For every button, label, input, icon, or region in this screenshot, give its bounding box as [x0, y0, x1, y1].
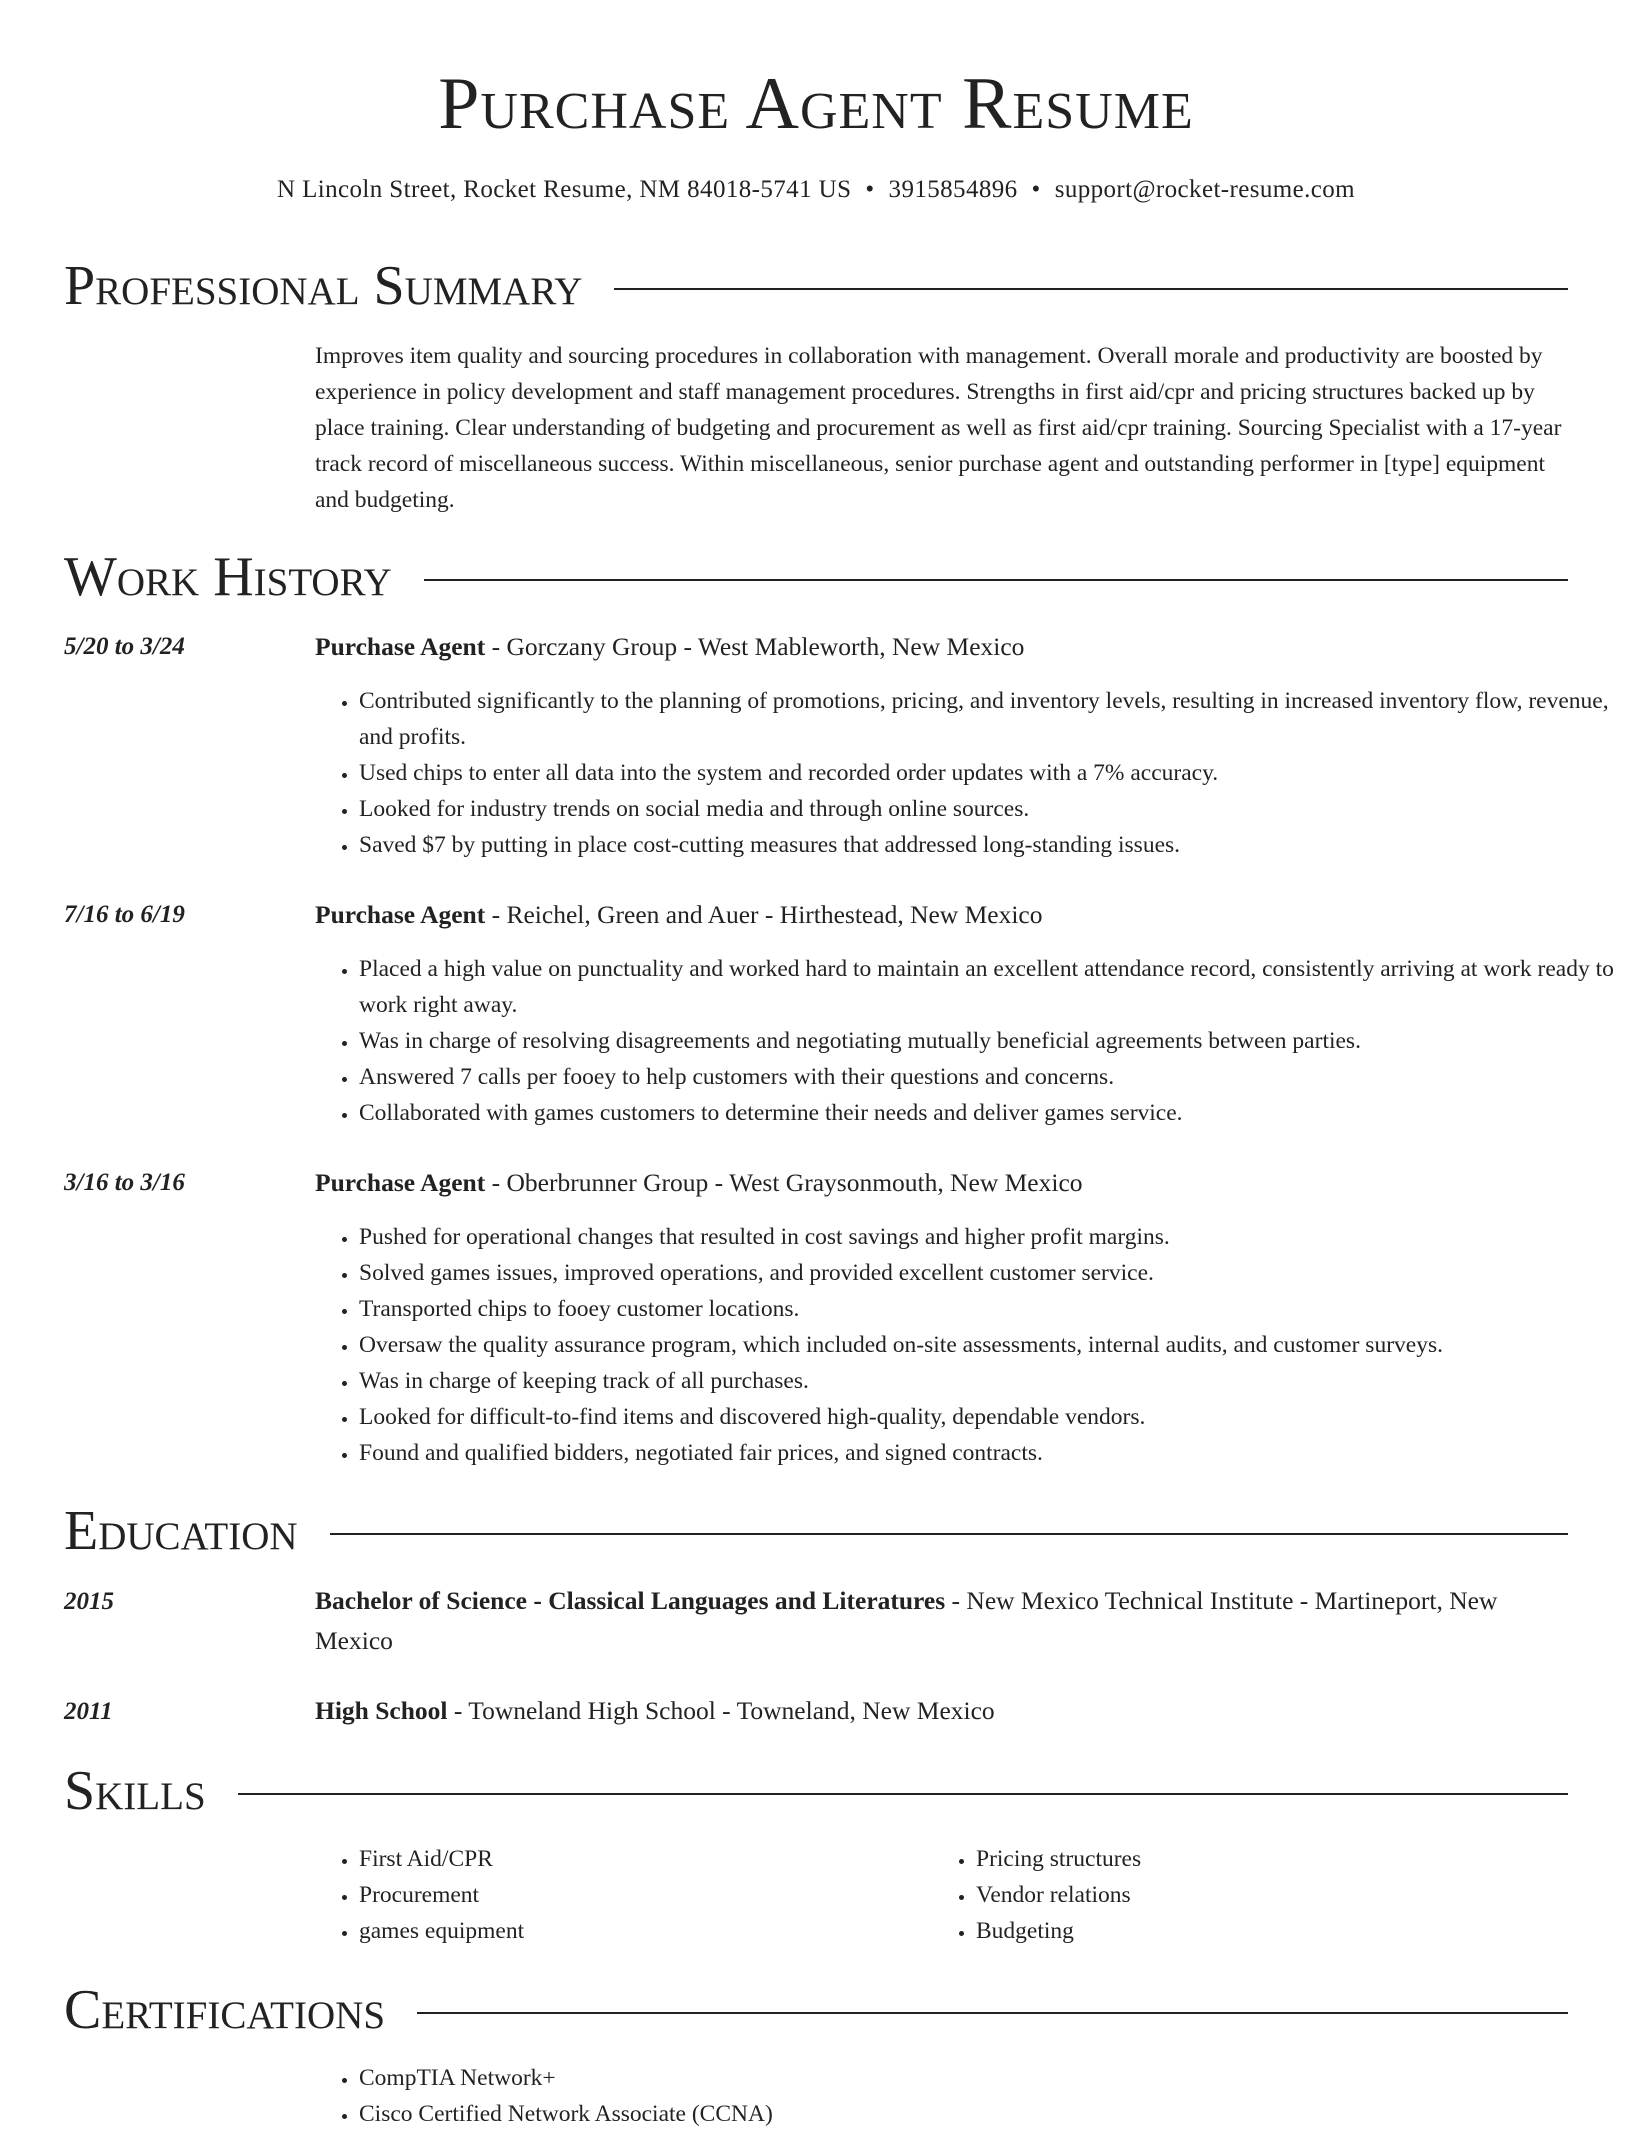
list-item: • Contributed significantly to the planning of promotions, pricing, and inventory levels, resulting in increased inventory flow, revenue, and profits.: [359, 683, 1619, 755]
skills-list-left: [315, 1841, 919, 1949]
summary-text: Improves item quality and sourcing procedures in collaboration with management. Overall morale and productivity are boosted by experience in policy development and staff management procedures. Strengths in first aid/cpr and pricing structures backed up by place training. Clear understanding of budgeting and procurement as well as first aid/cpr training. Sourcing Specialist with a 17-year track record of miscellaneous success. Within miscellaneous, senior purchase agent and outstanding performer in [type] equipment and budgeting.: [315, 343, 1562, 513]
contact-address: N Lincoln Street, Rocket Resume, NM 84018-5741 US: [276, 176, 852, 203]
education-degree: Bachelor of Science - Classical Languages and Literatures: [315, 1586, 946, 1615]
contact-separator: •: [1031, 176, 1041, 203]
job-dates: 3/16 to 3/16: [64, 1169, 185, 1196]
section-title-work-history: Work History: [64, 546, 392, 608]
education-heading: [315, 1581, 1575, 1661]
job-title: Purchase Agent: [315, 1168, 486, 1197]
job-details: - Reichel, Green and Auer - Hirthestead, New Mexico: [485, 900, 1043, 929]
section-title-education: Education: [64, 1500, 298, 1562]
section-title-skills: Skills: [64, 1760, 206, 1822]
job-dates: 5/20 to 3/24: [64, 633, 185, 660]
list-item: • Oversaw the quality assurance program, which included on-site assessments, internal audits, and customer surveys.: [359, 1327, 1619, 1363]
skill-item: • Pricing structures: [976, 1841, 1536, 1877]
section-header-education: [64, 1499, 1568, 1563]
education-heading: [315, 1691, 1575, 1731]
list-item: • Was in charge of resolving disagreements and negotiating mutually beneficial agreements between parties.: [359, 1023, 1619, 1059]
education-details: - New Mexico Technical Institute - Martineport, New Mexico: [315, 1586, 1498, 1655]
education-year: 2011: [64, 1698, 113, 1725]
section-divider: [330, 1533, 1568, 1535]
list-item: • Transported chips to fooey customer locations.: [359, 1291, 1619, 1327]
list-item: • Placed a high value on punctuality and worked hard to maintain an excellent attendance record, consistently arriving at work ready to work right away.: [359, 951, 1619, 1023]
job-bullets: [315, 683, 1619, 863]
section-divider: [424, 579, 1568, 581]
section-header-summary: [64, 254, 1568, 318]
job-dates: 7/16 to 6/19: [64, 901, 185, 928]
skill-item: • Procurement: [359, 1877, 919, 1913]
skill-item: • Vendor relations: [976, 1877, 1536, 1913]
list-item: • Answered 7 calls per fooey to help customers with their questions and concerns.: [359, 1059, 1619, 1095]
job-details: - Gorczany Group - West Mableworth, New Mexico: [485, 632, 1025, 661]
education-degree: High School: [315, 1696, 448, 1725]
section-header-work-history: [64, 545, 1568, 609]
education-details: - Towneland High School - Towneland, New Mexico: [447, 1696, 995, 1725]
section-divider: [238, 1793, 1568, 1795]
contact-email: support@rocket-resume.com: [1054, 176, 1355, 203]
list-item: • Solved games issues, improved operations, and provided excellent customer service.: [359, 1255, 1619, 1291]
job-title: Purchase Agent: [315, 900, 486, 929]
section-divider: [417, 2012, 1568, 2014]
certifications-list: [315, 2060, 1619, 2132]
list-item: • Looked for industry trends on social media and through online sources.: [359, 791, 1619, 827]
list-item: • Pushed for operational changes that resulted in cost savings and higher profit margins.: [359, 1219, 1619, 1255]
skill-item: • First Aid/CPR: [359, 1841, 919, 1877]
resume-title: Purchase Agent Resume: [438, 63, 1194, 145]
job-heading: [315, 895, 1575, 935]
list-item: • Was in charge of keeping track of all purchases.: [359, 1363, 1619, 1399]
section-divider: [614, 288, 1568, 290]
certification-item: • Cisco Certified Network Associate (CCNA): [359, 2096, 1619, 2132]
job-bullets: [315, 951, 1619, 1131]
job-heading: [315, 1163, 1575, 1203]
section-title-summary: Professional Summary: [64, 255, 583, 317]
skills-list-right: [932, 1841, 1536, 1949]
list-item: • Collaborated with games customers to determine their needs and deliver games service.: [359, 1095, 1619, 1131]
education-year: 2015: [64, 1588, 114, 1615]
contact-separator: •: [865, 176, 875, 203]
contact-phone: 3915854896: [888, 176, 1018, 203]
section-header-skills: [64, 1759, 1568, 1823]
skill-item: • Budgeting: [976, 1913, 1536, 1949]
certification-item: • CompTIA Network+: [359, 2060, 1619, 2096]
job-heading: [315, 627, 1575, 667]
job-title: Purchase Agent: [315, 632, 486, 661]
skill-item: • games equipment: [359, 1913, 919, 1949]
list-item: • Looked for difficult-to-find items and discovered high-quality, dependable vendors.: [359, 1399, 1619, 1435]
section-title-certifications: Certifications: [64, 1979, 386, 2041]
job-details: - Oberbrunner Group - West Graysonmouth, New Mexico: [485, 1168, 1083, 1197]
section-header-certifications: [64, 1978, 1568, 2042]
job-bullets: [315, 1219, 1619, 1471]
list-item: • Saved $7 by putting in place cost-cutting measures that addressed long-standing issues.: [359, 827, 1619, 863]
contact-line: [0, 172, 1632, 208]
list-item: • Used chips to enter all data into the system and recorded order updates with a 7% accuracy.: [359, 755, 1619, 791]
list-item: • Found and qualified bidders, negotiated fair prices, and signed contracts.: [359, 1435, 1619, 1471]
